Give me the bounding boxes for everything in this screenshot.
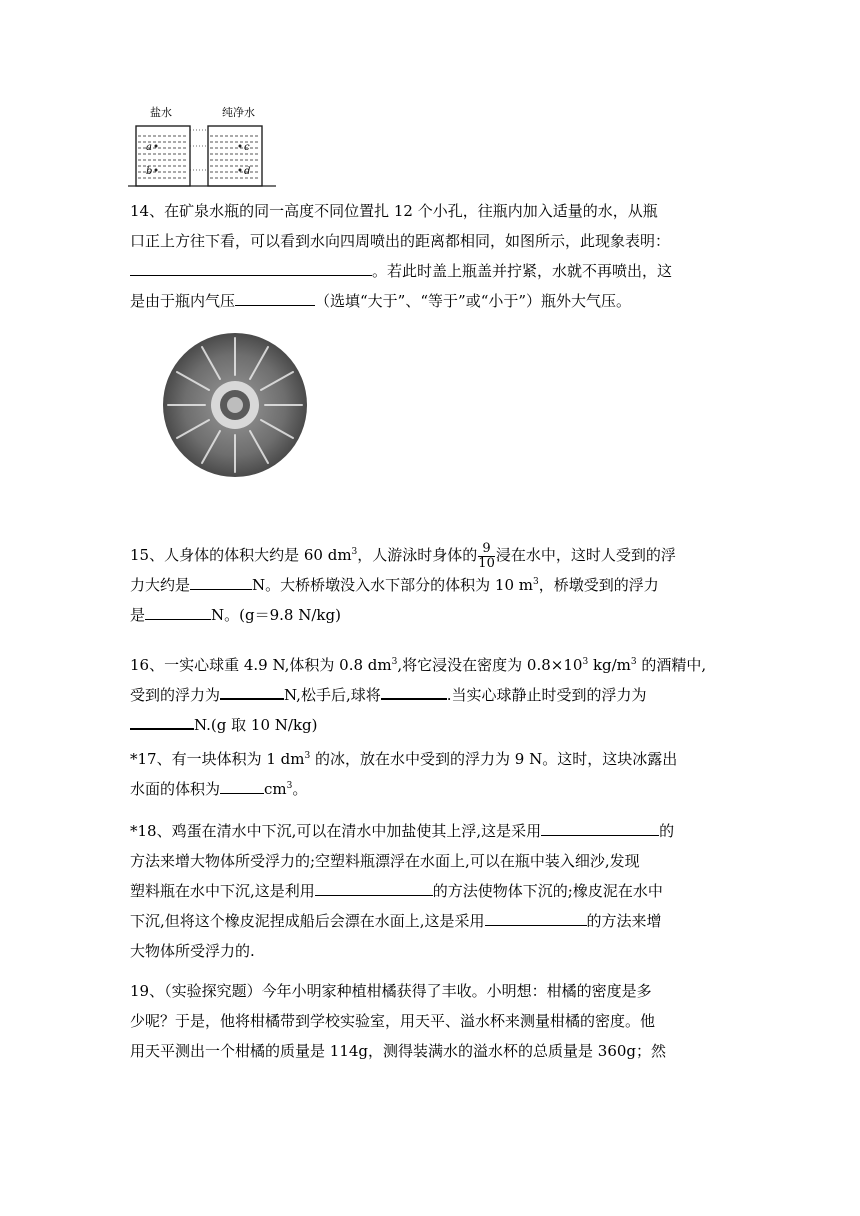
- point-c-label: c: [244, 142, 250, 153]
- q18-text: *18、鸡蛋在清水中下沉,可以在清水中加盐使其上浮,这是采用: [130, 822, 542, 840]
- q19-line-2: 少呢？于是，他将柑橘带到学校实验室，用天平、溢水杯来测量柑橘的密度。他: [130, 1012, 656, 1030]
- q14-line-3-text: 。若此时盖上瓶盖并拧紧，水就不再喷出，这: [372, 262, 673, 280]
- point-d-label: d: [244, 166, 251, 177]
- q16-text: 的酒精中,: [636, 656, 707, 674]
- q19-line-3: 用天平测出一个柑橘的质量是 114g，测得装满水的溢水杯的总质量是 360g；然: [130, 1042, 667, 1060]
- liquid-containers-figure: [126, 104, 278, 190]
- q18-text: 的方法来增: [586, 912, 662, 930]
- q16-answer-blank-3: [130, 711, 194, 730]
- fraction-numerator: 9: [478, 542, 495, 557]
- q14-line-1: 14、在矿泉水瓶的同一高度不同位置扎 12 个小孔，往瓶内加入适量的水，从瓶: [130, 202, 658, 220]
- q18-text: 的: [659, 822, 675, 840]
- q15-text: 是: [130, 606, 146, 624]
- q15-text: N。大桥桥墩没入水下部分的体积为 10 m: [252, 576, 533, 594]
- q15-answer-blank-2: [145, 602, 211, 620]
- superscript: 3: [391, 657, 398, 667]
- q19-line-1: 19、（实验探究题）今年小明家种植柑橘获得了丰收。小明想：柑橘的密度是多: [130, 982, 652, 1000]
- q18-answer-blank-3: [485, 908, 587, 926]
- fraction-denominator: 10: [478, 555, 495, 571]
- bottle-top-view-photo: [160, 330, 310, 480]
- q18-text: 下沉,但将这个橡皮泥捏成船后会漂在水面上,这是采用: [130, 912, 485, 930]
- superscript: 3: [304, 751, 311, 761]
- q17-text: cm: [264, 780, 287, 798]
- q16-text: .当实心球静止时受到的浮力为: [446, 686, 647, 704]
- q18-answer-blank-1: [541, 818, 659, 836]
- q14-line-2: 口正上方往下看，可以看到水向四周喷出的距离都相同，如图所示，此现象表明：: [130, 232, 671, 250]
- superscript: 3: [286, 781, 293, 791]
- question-15: [130, 540, 750, 630]
- q15-text: ，桥墩受到的浮力: [538, 576, 659, 594]
- q16-text: kg/m: [588, 656, 631, 674]
- salt-water-label: 盐水: [150, 106, 172, 119]
- question-19: [130, 976, 750, 1066]
- q17-text: *17、有一块体积为 1 dm: [130, 750, 305, 768]
- q18-text: 塑料瓶在水中下沉,这是利用: [130, 882, 315, 900]
- q16-text: 16、一实心球重 4.9 N,体积为 0.8 dm: [130, 656, 392, 674]
- q15-text: ，人游泳时身体的: [357, 546, 478, 564]
- q14-answer-blank-1: [130, 258, 372, 276]
- q15-answer-blank-1: [190, 572, 252, 590]
- q18-text: 的方法使物体下沉的;橡皮泥在水中: [432, 882, 663, 900]
- q18-line-5: 大物体所受浮力的.: [130, 942, 255, 960]
- q16-text: N.(g 取 10 N/kg): [194, 716, 318, 734]
- q14-line-4-start: 是由于瓶内气压: [130, 292, 236, 310]
- question-16: [130, 650, 750, 740]
- point-a-label: a: [146, 142, 152, 153]
- q15-text: 15、人身体的体积大约是 60 dm: [130, 546, 352, 564]
- q14-line-4-end: （选填“大于”、“等于”或“小于”）瓶外大气压。: [315, 292, 632, 310]
- fraction-nine-tenths: [478, 542, 495, 571]
- q17-text: 的冰，放在水中受到的浮力为 9 N。这时，这块冰露出: [310, 750, 678, 768]
- q16-text: 受到的浮力为: [130, 686, 221, 704]
- q15-text: 力大约是: [130, 576, 191, 594]
- question-18: [130, 816, 750, 966]
- superscript: 3: [630, 657, 637, 667]
- q15-text: N。(g＝9.8 N/kg): [211, 606, 341, 624]
- q14-answer-blank-2: [235, 288, 315, 306]
- q16-text: ,将它浸没在密度为 0.8×10: [397, 656, 583, 674]
- q18-answer-blank-2: [315, 878, 433, 896]
- superscript: 3: [582, 657, 589, 667]
- pure-water-label: 纯净水: [222, 106, 255, 119]
- superscript: 3: [533, 577, 539, 587]
- question-17: [130, 744, 750, 804]
- question-14: [130, 196, 750, 316]
- q16-answer-blank-1: [220, 681, 284, 700]
- q17-answer-blank: [220, 776, 264, 794]
- q18-line-2: 方法来增大物体所受浮力的;空塑料瓶漂浮在水面上,可以在瓶中装入细沙,发现: [130, 852, 640, 870]
- superscript: 3: [351, 547, 358, 557]
- q16-answer-blank-2: [381, 681, 447, 700]
- q16-text: N,松手后,球将: [284, 686, 381, 704]
- point-b-label: b: [146, 166, 153, 177]
- q15-text: 浸在水中，这时人受到的浮: [495, 546, 676, 564]
- q17-text: 水面的体积为: [130, 780, 221, 798]
- q17-text: 。: [292, 780, 308, 798]
